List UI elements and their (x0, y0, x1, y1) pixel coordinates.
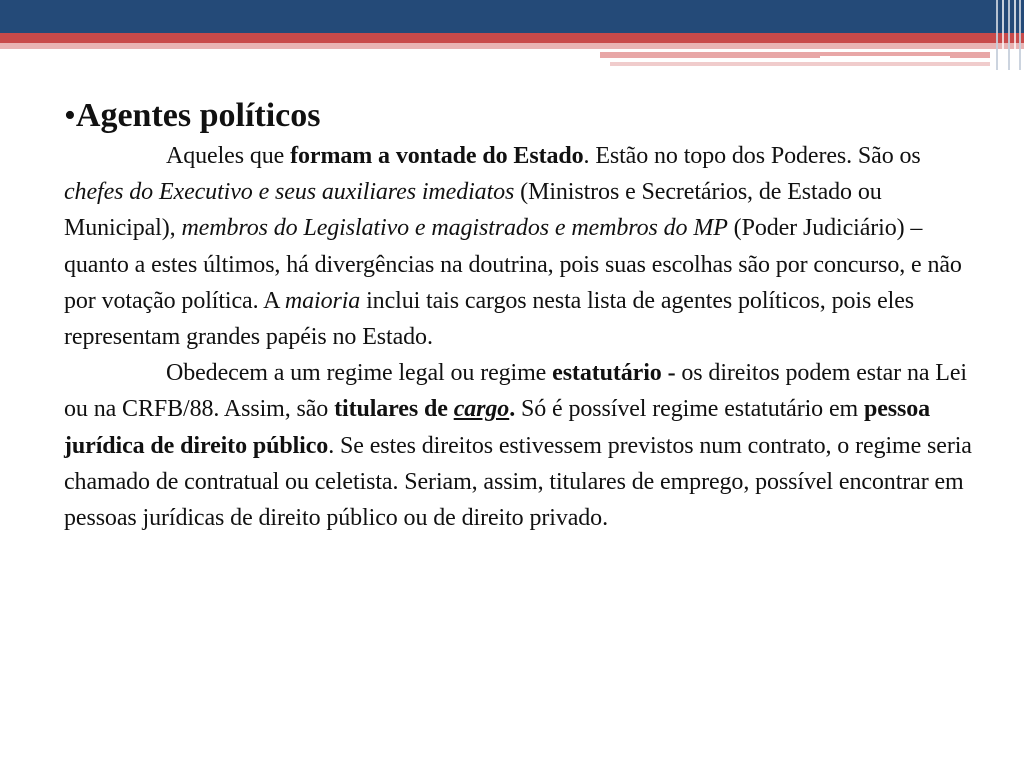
text-run: . Se estes direitos estivessem previstos num contrato, o regime seria chamado de contratual ou celetista. Seriam, assim, titulares de emprego, possível encontrar em pessoas jurídicas de direito público ou de direito privado. (64, 432, 972, 532)
text-run: os direitos podem estar na Lei ou na CRFB/88. Assim, são (64, 360, 967, 423)
header-stripe (996, 0, 998, 70)
bold-run: pessoa jurídica de direito público (64, 396, 931, 459)
header-band-blue (0, 0, 1024, 33)
header-stripe (1002, 0, 1004, 70)
slide-content (64, 94, 984, 536)
italic-run: membros do Legislativo e magistrados e membros do MP (181, 215, 728, 242)
bold-run: . (509, 396, 516, 423)
header-stripe (1008, 0, 1010, 70)
italic-run: maioria (284, 287, 361, 314)
text-run: . Estão no topo dos Poderes. São os (583, 143, 921, 169)
bold-run: estatutário - (552, 360, 676, 387)
text-run: (Ministros e Secretários, de Estado ou Municipal), (64, 179, 882, 242)
text-run: (Poder Judiciário) – quanto a estes últimos, há divergências na doutrina, pois suas escolhas são por concurso, e não por votação política. A (64, 215, 962, 314)
header-stripe (1014, 0, 1016, 70)
paragraph-1 (64, 138, 984, 355)
header-stripe (1019, 0, 1021, 70)
text-run: Obedecem a um regime legal ou regime (166, 360, 553, 387)
header-band-red (0, 33, 1024, 43)
header-band-accent-light (610, 62, 990, 66)
bullet-icon: • (64, 97, 76, 134)
bold-run: titulares de (334, 396, 448, 423)
bold-run: formam a vontade do Estado (290, 143, 584, 169)
italic-run: chefes do Executivo e seus auxiliares imediatos (64, 179, 515, 206)
bold-underline-run: cargo (453, 396, 510, 423)
slide-heading (64, 94, 984, 138)
text-run: inclui tais cargos nesta lista de agentes políticos, pois eles representam grandes papéis no Estado. (64, 287, 915, 351)
header-band-pink (0, 43, 1024, 49)
header-highlight-line (820, 56, 950, 58)
heading-text: Agentes políticos (75, 97, 321, 134)
text-run: Só é possível regime estatutário em (515, 396, 864, 423)
paragraph-2 (64, 355, 984, 536)
text-run: Aqueles que (166, 143, 291, 169)
